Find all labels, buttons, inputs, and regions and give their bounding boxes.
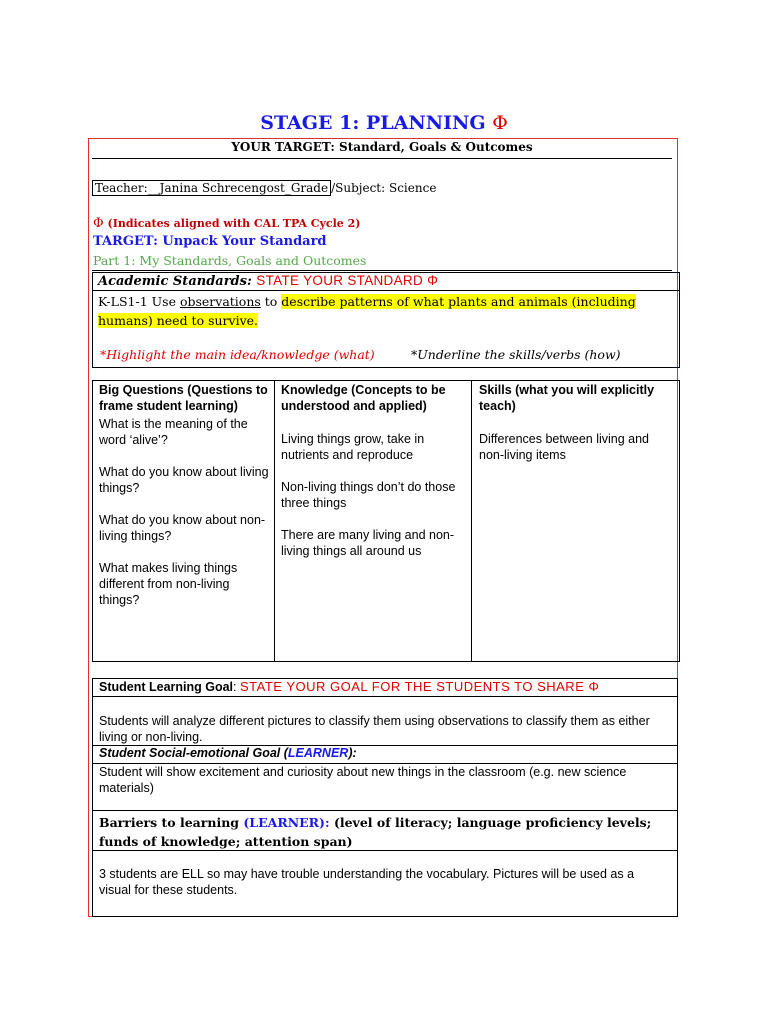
student-learning-goal-title: Student Learning Goal — [99, 680, 234, 694]
barriers-title: Barriers to learning — [99, 815, 240, 830]
column-divider — [274, 380, 275, 662]
social-goal-text: Student will show excitement and curiosity about new things in the classroom (e.g. new science materials) — [99, 765, 627, 795]
standard-skill: observations — [179, 294, 261, 309]
list-item: What do you know about living things? — [99, 465, 269, 495]
standard-code: K-LS1-1 Use — [98, 294, 180, 309]
tpa-indicator — [93, 216, 361, 231]
list-item: What makes living things different from non-living things? — [99, 561, 238, 607]
list-item: What do you know about non-living things? — [99, 513, 266, 543]
divider — [92, 850, 678, 851]
social-goal-close: ): — [348, 746, 357, 760]
phi-icon: Φ — [492, 112, 508, 134]
list-item: Non-living things don’t do those three things — [281, 480, 456, 510]
divider — [92, 696, 678, 697]
hint-skills: *Underline the skills/verbs (how) — [411, 347, 621, 362]
list-item: Differences between living and non-living items — [479, 432, 650, 462]
hint-main-idea: *Highlight the main idea/knowledge (what) — [100, 347, 375, 362]
divider — [92, 290, 680, 291]
knowledge-header: Knowledge (Concepts to be understood and applied) — [281, 383, 446, 413]
learner-tag: LEARNER — [287, 746, 349, 760]
column-divider — [471, 380, 472, 662]
big-questions-column — [99, 382, 269, 624]
knowledge-column — [281, 382, 467, 575]
social-goal-title: Student Social-emotional Goal ( — [99, 746, 288, 760]
state-standard-text: STATE YOUR STANDARD — [256, 273, 424, 288]
state-goal-prompt — [240, 679, 599, 694]
student-learning-goal-text: Students will analyze different pictures to classify them using observations to classify them as either living or non-living. — [99, 714, 650, 744]
list-item: Living things grow, take in nutrients and reproduce — [281, 432, 425, 462]
part1-heading: Part 1: My Standards, Goals and Outcomes — [93, 253, 367, 268]
standard-main-idea: describe patterns of what plants and animals (including humans) need to survive. — [98, 294, 636, 328]
heading-divider — [92, 158, 672, 159]
page-title-text: STAGE 1: PLANNING — [260, 112, 486, 134]
barriers-detail: (level of literacy; language proficiency levels; funds of knowledge; attention span) — [99, 815, 652, 849]
academic-standards-label — [98, 273, 438, 289]
barriers-label — [99, 813, 684, 851]
state-goal-text: STATE YOUR GOAL FOR THE STUDENTS TO SHARE — [240, 679, 585, 694]
goal-colon: : — [233, 680, 237, 694]
list-item: What is the meaning of the word ‘alive’? — [99, 417, 248, 447]
divider — [92, 270, 672, 271]
academic-standards-title: Academic Standards: — [98, 274, 252, 289]
target-unpack-heading: TARGET: Unpack Your Standard — [93, 234, 327, 249]
standard-to: to — [260, 294, 282, 309]
divider — [92, 810, 678, 811]
barriers-text: 3 students are ELL so may have trouble understanding the vocabulary. Pictures will be used as a visual for these students. — [99, 867, 635, 897]
state-standard-prompt — [256, 273, 438, 288]
tpa-indicator-text: (Indicates aligned with CAL TPA Cycle 2) — [107, 217, 361, 230]
learner-tag: (LEARNER): — [243, 815, 330, 830]
big-questions-header: Big Questions (Questions to frame student learning) — [99, 383, 268, 413]
teacher-subject: /Subject: Science — [331, 181, 437, 195]
teacher-line — [92, 180, 436, 196]
skills-column — [479, 382, 675, 479]
page-title — [0, 112, 768, 134]
phi-icon: Φ — [588, 679, 600, 694]
phi-icon: Φ — [93, 216, 104, 231]
phi-icon: Φ — [427, 273, 439, 288]
target-heading: YOUR TARGET: Standard, Goals & Outcomes — [231, 140, 533, 154]
skills-header: Skills (what you will explicitly teach) — [479, 383, 655, 413]
student-learning-goal-label — [99, 679, 599, 694]
social-goal-label — [99, 746, 357, 760]
list-item: There are many living and non-living things all around us — [281, 528, 455, 558]
teacher-name-field[interactable]: Teacher:__Janina Schrecengost_Grade — [92, 180, 331, 196]
standard-text — [98, 292, 658, 330]
